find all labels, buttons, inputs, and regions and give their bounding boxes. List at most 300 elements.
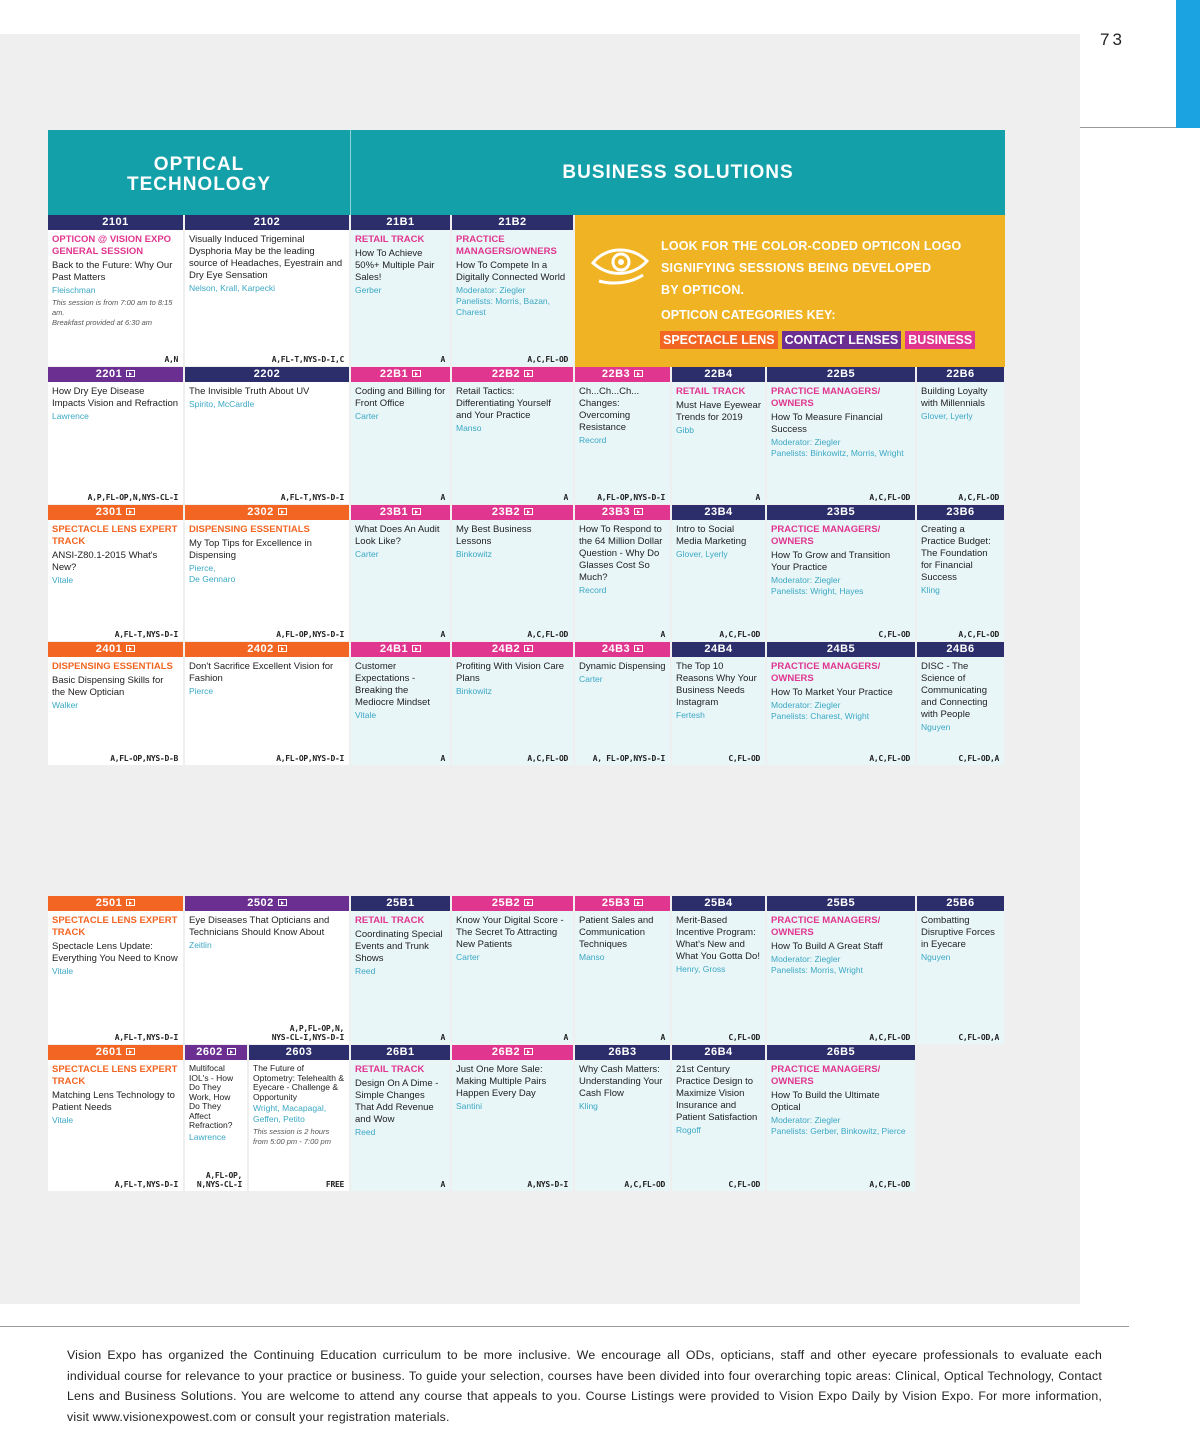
session-speakers: Henry, Gross [676, 964, 726, 974]
session-speakers: Kling [579, 1101, 598, 1111]
session-code [672, 505, 765, 520]
credit-codes: A,FL-T,NYS-D-I [114, 630, 178, 639]
session-body [185, 911, 349, 951]
session-speakers: Nelson, Krall, Karpecki [189, 283, 275, 293]
session-body [48, 382, 183, 422]
session-code [351, 896, 450, 911]
credit-codes: A,FL-T,NYS-D-I [280, 493, 344, 502]
session-body [767, 1060, 915, 1137]
session-body [452, 1060, 573, 1112]
session-code [575, 642, 670, 657]
session-code-label: 26B2 [491, 1046, 521, 1058]
session-title: Coding and Billing for Front Office [355, 386, 446, 409]
credit-codes: A,C,FL-OD [869, 493, 910, 502]
session-title: Multifocal IOL's - How Do They Work, How Do They Affect Refraction? [189, 1063, 234, 1130]
credit-codes: A,C,FL-OD [869, 1033, 910, 1042]
session-23b6 [917, 505, 1004, 641]
session-body [249, 1060, 349, 1147]
session-code [917, 367, 1004, 382]
track-label: RETAIL TRACK [355, 1064, 425, 1075]
presentation-icon [634, 645, 643, 652]
session-title: Design On A Dime - Simple Changes That Add Revenue and Wow [355, 1078, 439, 1125]
credit-codes: A,C,FL-OD [624, 1180, 665, 1189]
session-code [767, 896, 915, 911]
session-22b6 [917, 367, 1004, 504]
session-code-label: 2201 [95, 368, 123, 380]
credit-codes: A [440, 1033, 445, 1042]
session-22b1 [351, 367, 450, 504]
session-body [452, 382, 573, 434]
session-code [351, 642, 450, 657]
session-speakers: Kling [921, 585, 940, 595]
session-code [672, 367, 765, 382]
session-2602 [185, 1045, 247, 1191]
session-code-label: 25B3 [601, 897, 631, 909]
credit-codes: A,P,FL-OP,N, NYS-CL-I,NYS-D-I [271, 1024, 344, 1042]
session-speakers: Lawrence [52, 411, 89, 421]
session-title: How To Grow and Transition Your Practice [771, 550, 891, 573]
session-code [575, 896, 670, 911]
credit-codes: A,FL-OP,NYS-D-B [110, 754, 178, 763]
session-title: Eye Diseases That Opticians and Technicians Should Know About [189, 915, 330, 938]
session-code [672, 1045, 765, 1060]
session-code-label: 2501 [95, 897, 123, 909]
session-code [575, 505, 670, 520]
session-26b3 [575, 1045, 670, 1191]
session-code [575, 367, 670, 382]
session-2102 [185, 215, 349, 366]
track-label: DISPENSING ESSENTIALS [189, 524, 310, 535]
session-code-label: 22B3 [601, 368, 631, 380]
session-title: How To Measure Financial Success [771, 412, 883, 435]
session-title: My Top Tips for Excellence in Dispensing [189, 538, 312, 561]
session-code [767, 642, 915, 657]
session-title: Why Cash Matters: Understanding Your Cash Flow [579, 1064, 663, 1099]
session-speakers: Record [579, 435, 607, 445]
session-23b5 [767, 505, 915, 641]
session-code [249, 1045, 349, 1060]
session-code-label: 22B1 [379, 368, 409, 380]
session-speakers: Fertesh [676, 710, 705, 720]
credit-codes: C,FL-OD [728, 1033, 760, 1042]
session-speakers: Binkowitz [456, 549, 492, 559]
session-code [917, 896, 1004, 911]
session-2402 [185, 642, 349, 765]
credit-codes: C,FL-OD [728, 1180, 760, 1189]
session-speakers: Santini [456, 1101, 482, 1111]
track-label: PRACTICE MANAGERS/ OWNERS [771, 524, 881, 547]
presentation-icon [634, 370, 643, 377]
session-code [48, 642, 183, 657]
credit-codes: A,FL-T,NYS-D-I,C [271, 355, 344, 364]
credit-codes: A [755, 493, 760, 502]
session-speakers: Reed [355, 1127, 376, 1137]
session-code [185, 1045, 247, 1060]
session-code [48, 896, 183, 911]
track-label: RETAIL TRACK [676, 386, 746, 397]
session-speakers: Glover, Lyerly [676, 549, 728, 559]
session-code-label: 25B5 [826, 897, 856, 909]
session-code [452, 1045, 573, 1060]
track-label: SPECTACLE LENS EXPERT TRACK [52, 524, 178, 547]
session-title: Intro to Social Media Marketing [676, 524, 747, 547]
session-body [48, 230, 183, 328]
session-code-label: 26B1 [386, 1046, 415, 1058]
session-24b6 [917, 642, 1004, 765]
session-title: The Top 10 Reasons Why Your Business Needs Instagram [676, 661, 757, 708]
session-body [575, 657, 670, 685]
session-code-label: 24B4 [704, 643, 733, 655]
credit-codes: A [563, 493, 568, 502]
session-code [185, 367, 349, 382]
session-code [672, 896, 765, 911]
session-speakers: Nguyen [921, 722, 951, 732]
session-body [48, 520, 183, 586]
presentation-icon [227, 1048, 236, 1055]
credit-codes: C,FL-OD,A [958, 1033, 999, 1042]
session-body [185, 1060, 247, 1143]
session-title: Just One More Sale: Making Multiple Pairs Happen Every Day [456, 1064, 547, 1099]
opticon-callout [575, 215, 1005, 367]
session-code [351, 505, 450, 520]
session-25b6 [917, 896, 1004, 1044]
session-body [767, 520, 915, 597]
credit-codes: A,NYS-D-I [527, 1180, 568, 1189]
session-title: Visually Induced Trigeminal Dysphoria May be the leading source of Headaches, Eyestrain and Dry Eye Sensation [189, 234, 343, 281]
session-title: Dynamic Dispensing [579, 661, 666, 672]
track-label: SPECTACLE LENS EXPERT TRACK [52, 1064, 178, 1087]
session-title: Spectacle Lens Update: Everything You Need to Know [52, 941, 178, 964]
category-key-chip: BUSINESS [905, 331, 975, 349]
session-code [351, 215, 450, 230]
track-label: PRACTICE MANAGERS/ OWNERS [771, 386, 881, 409]
presentation-icon [412, 370, 421, 377]
header-rule [1080, 127, 1176, 128]
session-body [48, 1060, 183, 1126]
session-code [767, 367, 915, 382]
session-code [767, 1045, 915, 1060]
session-22b4 [672, 367, 765, 504]
categories-key [660, 331, 975, 349]
session-code-label: 2302 [247, 506, 274, 518]
session-21b2 [452, 215, 573, 366]
session-code-label: 2603 [285, 1046, 313, 1058]
session-note: This session is 2 hours from 5:00 pm - 7:00 pm [253, 1127, 331, 1146]
optical-technology-header: OPTICAL TECHNOLOGY [48, 130, 350, 215]
session-speakers: Lawrence [189, 1131, 226, 1142]
session-2202 [185, 367, 349, 504]
session-body [672, 657, 765, 721]
session-26b2 [452, 1045, 573, 1191]
session-code-label: 26B3 [608, 1046, 637, 1058]
credit-codes: C,FL-OD [878, 630, 910, 639]
credit-codes: A [440, 355, 445, 364]
session-24b1 [351, 642, 450, 765]
session-speakers: Glover, Lyerly [921, 411, 973, 421]
track-label: RETAIL TRACK [355, 915, 425, 926]
session-code [48, 367, 183, 382]
session-title: How To Build the Ultimate Optical [771, 1090, 880, 1113]
session-body [575, 1060, 670, 1112]
session-speakers: Pierce, De Gennaro [189, 563, 236, 584]
session-speakers: Moderator: Ziegler Panelists: Wright, Hayes [771, 575, 864, 596]
track-label: RETAIL TRACK [355, 234, 425, 245]
session-speakers: Pierce [189, 686, 214, 696]
session-code-label: 2601 [95, 1046, 123, 1058]
session-speakers: Manso [579, 952, 605, 962]
session-code [452, 896, 573, 911]
session-code [452, 505, 573, 520]
session-code [672, 642, 765, 657]
session-speakers: Vitale [52, 575, 74, 585]
session-body [767, 382, 915, 459]
session-body [917, 382, 1004, 422]
session-speakers: Rogoff [676, 1125, 701, 1135]
credit-codes: A [660, 1033, 665, 1042]
session-code-label: 23B5 [826, 506, 856, 518]
session-title: Basic Dispensing Skills for the New Optician [52, 675, 164, 698]
session-code [917, 505, 1004, 520]
session-speakers: Gibb [676, 425, 694, 435]
session-body [351, 520, 450, 560]
session-code-label: 2102 [253, 216, 281, 228]
session-title: How Dry Eye Disease Impacts Vision and Refraction [52, 386, 179, 409]
credit-codes: A,FL-OP,NYS-D-I [276, 630, 344, 639]
session-23b2 [452, 505, 573, 641]
session-title: Don't Sacrifice Excellent Vision for Fashion [189, 661, 334, 684]
presentation-icon [524, 645, 533, 652]
credit-codes: A,C,FL-OD [958, 493, 999, 502]
credit-codes: A [440, 630, 445, 639]
session-speakers: Wright, Macapagal, Geffen, Petito [253, 1103, 327, 1124]
session-code-label: 2502 [247, 897, 274, 909]
session-speakers: Moderator: Ziegler Panelists: Gerber, Binkowitz, Pierce [771, 1115, 906, 1136]
session-24b5 [767, 642, 915, 765]
credit-codes: A, FL-OP,NYS-D-I [592, 754, 665, 763]
session-code-label: 24B1 [379, 643, 409, 655]
track-label: PRACTICE MANAGERS/ OWNERS [771, 915, 881, 938]
session-25b3 [575, 896, 670, 1044]
session-code-label: 2401 [95, 643, 123, 655]
session-body [917, 520, 1004, 596]
session-speakers: Walker [52, 700, 79, 710]
session-21b1 [351, 215, 450, 366]
session-code-label: 26B5 [826, 1046, 856, 1058]
presentation-icon [126, 645, 135, 652]
session-code-label: 2101 [102, 216, 129, 228]
presentation-icon [634, 508, 643, 515]
credit-codes: A,FL-OP,NYS-D-I [597, 493, 665, 502]
session-22b2 [452, 367, 573, 504]
credit-codes: FREE [325, 1180, 344, 1189]
session-title: How To Market Your Practice [771, 687, 893, 698]
session-speakers: Moderator: Ziegler Panelists: Charest, Wright [771, 700, 870, 721]
session-2301 [48, 505, 183, 641]
presentation-icon [412, 508, 421, 515]
session-title: Profiting With Vision Care Plans [456, 661, 565, 684]
session-body [767, 657, 915, 722]
session-body [575, 911, 670, 963]
presentation-icon [412, 645, 421, 652]
session-title: The Invisible Truth About UV [189, 386, 310, 397]
session-speakers: Moderator: Ziegler Panelists: Morris, Bazan, Charest [456, 285, 551, 317]
session-title: Merit-Based Incentive Program: What's New and What You Gotta Do! [676, 915, 760, 962]
session-title: The Future of Optometry: Telehealth & Eyecare - Challenge & Opportunity [253, 1063, 345, 1102]
session-title: Matching Lens Technology to Patient Needs [52, 1090, 175, 1113]
session-body [917, 911, 1004, 963]
session-25b5 [767, 896, 915, 1044]
session-23b1 [351, 505, 450, 641]
business-solutions-header: BUSINESS SOLUTIONS [351, 130, 1005, 215]
credit-codes: A [440, 1180, 445, 1189]
session-title: Retail Tactics: Differentiating Yourself and Your Practice [456, 386, 551, 421]
category-key-chip: CONTACT LENSES [782, 331, 902, 349]
session-25b4 [672, 896, 765, 1044]
session-2501 [48, 896, 183, 1044]
session-code-label: 26B4 [704, 1046, 733, 1058]
session-body [185, 230, 349, 294]
session-title: ANSI-Z80.1-2015 What's New? [52, 550, 158, 573]
credit-codes: A,C,FL-OD [527, 754, 568, 763]
session-body [351, 657, 450, 721]
session-code-label: 2202 [253, 368, 281, 380]
categories-key-label: OPTICON CATEGORIES KEY: [661, 308, 836, 322]
session-code [185, 642, 349, 657]
session-code [48, 215, 183, 230]
session-code-label: 23B4 [704, 506, 733, 518]
session-speakers: Manso [456, 423, 482, 433]
page-number: 73 [1100, 30, 1125, 49]
session-note: This session is from 7:00 am to 8:15 am. Breakfast provided at 6:30 am [52, 298, 173, 327]
credit-codes: A,C,FL-OD [869, 1180, 910, 1189]
credit-codes: A,FL-OP,NYS-D-I [276, 754, 344, 763]
session-speakers: Nguyen [921, 952, 951, 962]
session-code [185, 505, 349, 520]
session-body [452, 520, 573, 560]
session-speakers: Gerber [355, 285, 382, 295]
session-title: Customer Expectations - Breaking the Mediocre Mindset [355, 661, 430, 708]
session-code [452, 367, 573, 382]
session-title: 21st Century Practice Design to Maximize Vision Insurance and Patient Satisfaction [676, 1064, 758, 1123]
session-body [185, 520, 349, 585]
session-title: Ch...Ch...Ch... Changes: Overcoming Resistance [579, 386, 640, 433]
credit-codes: A,FL-T,NYS-D-I [114, 1033, 178, 1042]
session-code-label: 23B2 [491, 506, 521, 518]
page-edge-tab [1176, 0, 1200, 128]
session-2601 [48, 1045, 183, 1191]
category-key-chip: SPECTACLE LENS [660, 331, 778, 349]
presentation-icon [278, 899, 287, 906]
session-speakers: Reed [355, 966, 376, 976]
session-24b4 [672, 642, 765, 765]
opticon-eye-logo-icon [591, 241, 649, 287]
session-speakers: Spirito, McCardle [189, 399, 255, 409]
presentation-icon [524, 508, 533, 515]
session-body [452, 230, 573, 318]
session-23b3 [575, 505, 670, 641]
session-2502 [185, 896, 349, 1044]
session-body [672, 520, 765, 560]
session-code [185, 215, 349, 230]
session-body [672, 911, 765, 975]
session-body [351, 382, 450, 422]
session-title: Patient Sales and Communication Techniques [579, 915, 654, 950]
session-body [767, 911, 915, 976]
session-body [452, 911, 573, 963]
session-title: What Does An Audit Look Like? [355, 524, 440, 547]
session-code [575, 1045, 670, 1060]
session-body [185, 657, 349, 697]
session-body [48, 911, 183, 977]
session-body [672, 1060, 765, 1136]
callout-text: LOOK FOR THE COLOR-CODED OPTICON LOGO SIGNIFYING SESSIONS BEING DEVELOPED BY OPTICON. [661, 239, 962, 297]
session-24b3 [575, 642, 670, 765]
session-title: Coordinating Special Events and Trunk Shows [355, 929, 443, 964]
session-code-label: 22B5 [826, 368, 856, 380]
track-label: PRACTICE MANAGERS/ OWNERS [771, 661, 881, 684]
session-code-label: 24B6 [946, 643, 975, 655]
credit-codes: A,P,FL-OP,N,NYS-CL-I [87, 493, 178, 502]
session-code [185, 896, 349, 911]
session-26b5 [767, 1045, 915, 1191]
session-body [185, 382, 349, 410]
footer-paragraph: Vision Expo has organized the Continuing Education curriculum to be more inclusive. We encourage all ODs, opticians, staff and other eyecare professionals to evaluate each individual course for relevance to your practice or business. To guide your selection, courses have been divided into four overarching topic areas: Clinical, Optical Technology, Contact Lens and Business Solutions. You are welcome to attend any course that appeals to you. Course Listings were provided to Vision Expo Daily by Vision Expo. For more information, visit www.visionexpowest.com or consult your registration materials. [67, 1348, 1102, 1424]
session-code [351, 367, 450, 382]
session-speakers: Carter [456, 952, 480, 962]
session-body [575, 520, 670, 596]
session-body [48, 657, 183, 711]
session-speakers: Record [579, 585, 607, 595]
presentation-icon [126, 508, 135, 515]
credit-codes: A,N [164, 355, 178, 364]
session-speakers: Fleischman [52, 285, 96, 295]
session-body [351, 230, 450, 296]
track-label: OPTICON @ VISION EXPO GENERAL SESSION [52, 234, 172, 257]
credit-codes: A,C,FL-OD [869, 754, 910, 763]
session-code-label: 24B3 [601, 643, 631, 655]
session-code [767, 505, 915, 520]
session-code-label: 25B1 [386, 897, 415, 909]
session-code [351, 1045, 450, 1060]
credit-codes: A [440, 493, 445, 502]
session-speakers: Vitale [52, 1115, 74, 1125]
presentation-icon [126, 1048, 135, 1055]
session-speakers: Carter [579, 674, 603, 684]
session-22b3 [575, 367, 670, 504]
session-speakers: Binkowitz [456, 686, 492, 696]
credit-codes: A [563, 1033, 568, 1042]
credit-codes: C,FL-OD,A [958, 754, 999, 763]
session-code-label: 21B2 [498, 216, 527, 228]
session-speakers: Vitale [52, 966, 74, 976]
credit-codes: C,FL-OD [728, 754, 760, 763]
session-code-label: 25B4 [704, 897, 733, 909]
session-body [575, 382, 670, 446]
credit-codes: A,FL-T,NYS-D-I [114, 1180, 178, 1189]
session-24b2 [452, 642, 573, 765]
session-speakers: Moderator: Ziegler Panelists: Binkowitz, Morris, Wright [771, 437, 904, 458]
session-title: Back to the Future: Why Our Past Matters [52, 260, 173, 283]
credit-codes: A [440, 754, 445, 763]
session-speakers: Zeitlin [189, 940, 212, 950]
session-code-label: 21B1 [386, 216, 415, 228]
presentation-icon [126, 370, 135, 377]
credit-codes: A [660, 630, 665, 639]
session-code-label: 22B4 [704, 368, 733, 380]
track-label: DISPENSING ESSENTIALS [52, 661, 173, 672]
session-title: Must Have Eyewear Trends for 2019 [676, 400, 762, 423]
session-2401 [48, 642, 183, 765]
